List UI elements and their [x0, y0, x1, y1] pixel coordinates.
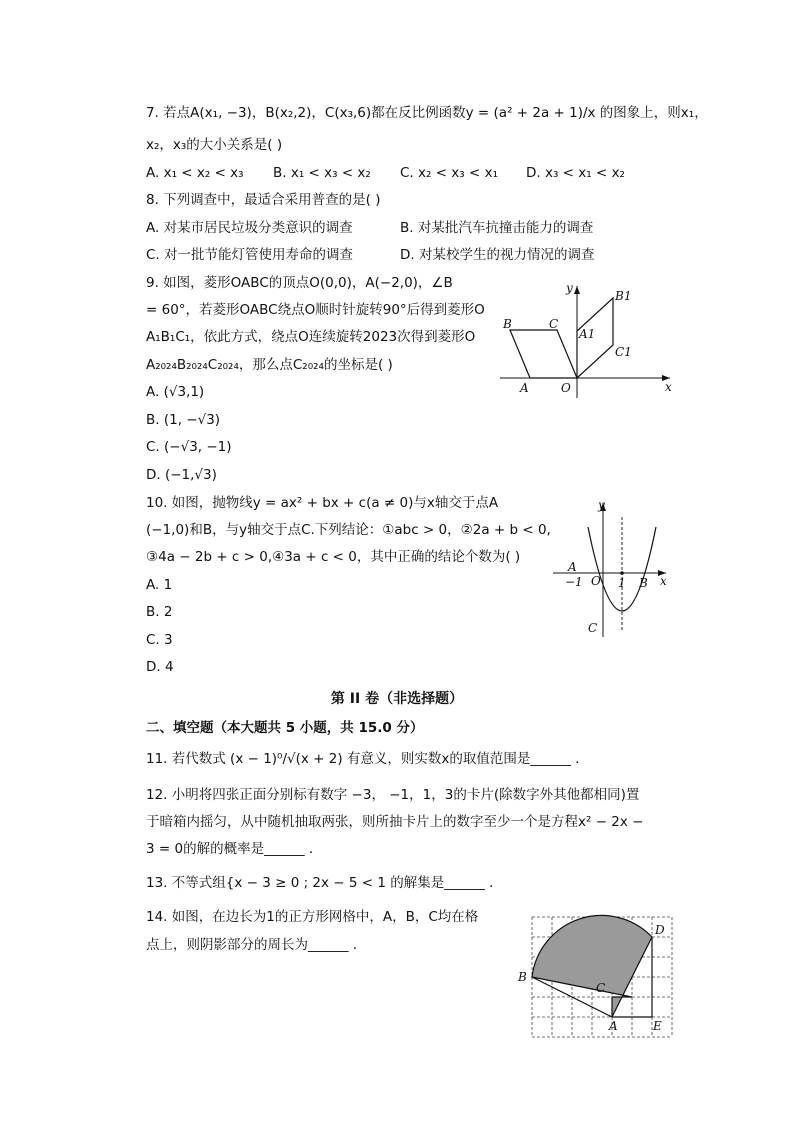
q8-option-a: A. 对某市居民垃圾分类意识的调查 [146, 220, 353, 236]
q9-label-o: O [561, 381, 571, 395]
q9-option-b: B. (1, −√3) [146, 412, 221, 428]
q8-option-d: D. 对某校学生的视力情况的调查 [400, 247, 595, 263]
q12-line3: 3 = 0的解的概率是______ ． [146, 841, 323, 857]
q9-line1: 9. 如图，菱形OABC的顶点O(0,0)，A(−2,0)，∠B [146, 275, 453, 291]
q10-label-a: A [568, 560, 577, 574]
q10-label-c: C [588, 621, 598, 635]
q7-option-b: B. x₁ < x₃ < x₂ [273, 165, 371, 181]
q14-label-c: C [596, 981, 606, 995]
q10-parabola-figure [548, 497, 673, 642]
q14-label-a: A [609, 1019, 618, 1033]
q13-line1: 13. 不等式组{x − 3 ≥ 0 ; 2x − 5 < 1 的解集是______ ． [146, 875, 503, 891]
q9-label-a1: A1 [579, 327, 596, 341]
q7-option-c: C. x₂ < x₃ < x₁ [400, 165, 499, 181]
q7-option-a: A. x₁ < x₂ < x₃ [146, 165, 244, 181]
q9-label-c1: C1 [615, 345, 632, 359]
q9-label-a: A [520, 381, 529, 395]
q9-label-b1: B1 [615, 289, 632, 303]
q14-line2: 点上，则阴影部分的周长为______ ． [146, 937, 367, 953]
q11-line1: 11. 若代数式 (x − 1)⁰/√(x + 2) 有意义，则实数x的取值范围是______ ． [146, 751, 589, 767]
q9-line3: A₁B₁C₁，依此方式，绕点O连续旋转2023次得到菱形O [146, 329, 476, 345]
q10-label-o: O [591, 574, 601, 588]
q14-label-d: D [655, 923, 665, 937]
q10-line2: (−1,0)和B，与y轴交于点C.下列结论：①abc > 0，②2a + b < 0, [146, 522, 551, 538]
q10-option-c: C. 3 [146, 632, 173, 648]
q12-line1: 12. 小明将四张正面分别标有数字 −3， −1，1，3的卡片(除数字外其他都相同)置 [146, 787, 640, 803]
q10-option-a: A. 1 [146, 577, 173, 593]
q10-label-y: y [598, 498, 605, 512]
q9-label-b: B [503, 317, 512, 331]
q10-option-d: D. 4 [146, 659, 174, 675]
q8-option-b: B. 对某批汽车抗撞击能力的调查 [400, 220, 594, 236]
q9-line4: A₂₀₂₄B₂₀₂₄C₂₀₂₄，那么点C₂₀₂₄的坐标是( ) [146, 357, 393, 373]
q7-line2: x₂，x₃的大小关系是( ) [146, 137, 283, 153]
q14-line1: 14. 如图，在边长为1的正方形网格中，A，B，C均在格 [146, 909, 479, 925]
q8-line1: 8. 下列调查中，最适合采用普查的是( ) [146, 192, 381, 208]
q10-option-b: B. 2 [146, 604, 173, 620]
q9-rhombus-figure [495, 278, 680, 403]
q9-label-c: C [549, 317, 559, 331]
q10-line3: ③4a − 2b + c > 0,④3a + c < 0，其中正确的结论个数为( ) [146, 549, 521, 565]
q8-option-c: C. 对一批节能灯管使用寿命的调查 [146, 247, 354, 263]
q10-label-x: x [660, 574, 667, 588]
q10-label-b: B [639, 576, 648, 590]
q9-option-a: A. (√3,1) [146, 384, 205, 400]
part2-title: 第 II 卷（非选择题） [330, 691, 464, 707]
q9-line2: = 60°，若菱形OABC绕点O顺时针旋转90°后得到菱形O [146, 302, 485, 318]
q14-label-b: B [518, 970, 527, 984]
q10-line1: 10. 如图，抛物线y = ax² + bx + c(a ≠ 0)与x轴交于点A [146, 495, 499, 511]
q7-option-d: D. x₃ < x₁ < x₂ [526, 165, 625, 181]
q10-label-one: 1 [618, 576, 626, 590]
q9-label-y: y [566, 281, 573, 295]
q9-option-c: C. (−√3, −1) [146, 439, 232, 455]
q14-label-e: E [653, 1019, 662, 1033]
q12-line2: 于暗箱内摇匀，从中随机抽取两张，则所抽卡片上的数字至少一个是方程x² − 2x − [146, 814, 644, 830]
section-heading: 二、填空题（本大题共 5 小题，共 15.0 分） [146, 720, 424, 736]
q7-line1: 7. 若点A(x₁, −3)，B(x₂,2)，C(x₃,6)都在反比例函数y = (a² + 2a + 1)/x 的图象上，则x₁， [146, 105, 708, 121]
q9-label-x: x [665, 380, 672, 394]
q10-label-minus1: −1 [565, 575, 583, 589]
q14-grid-figure [512, 912, 684, 1040]
q9-option-d: D. (−1,√3) [146, 467, 217, 483]
